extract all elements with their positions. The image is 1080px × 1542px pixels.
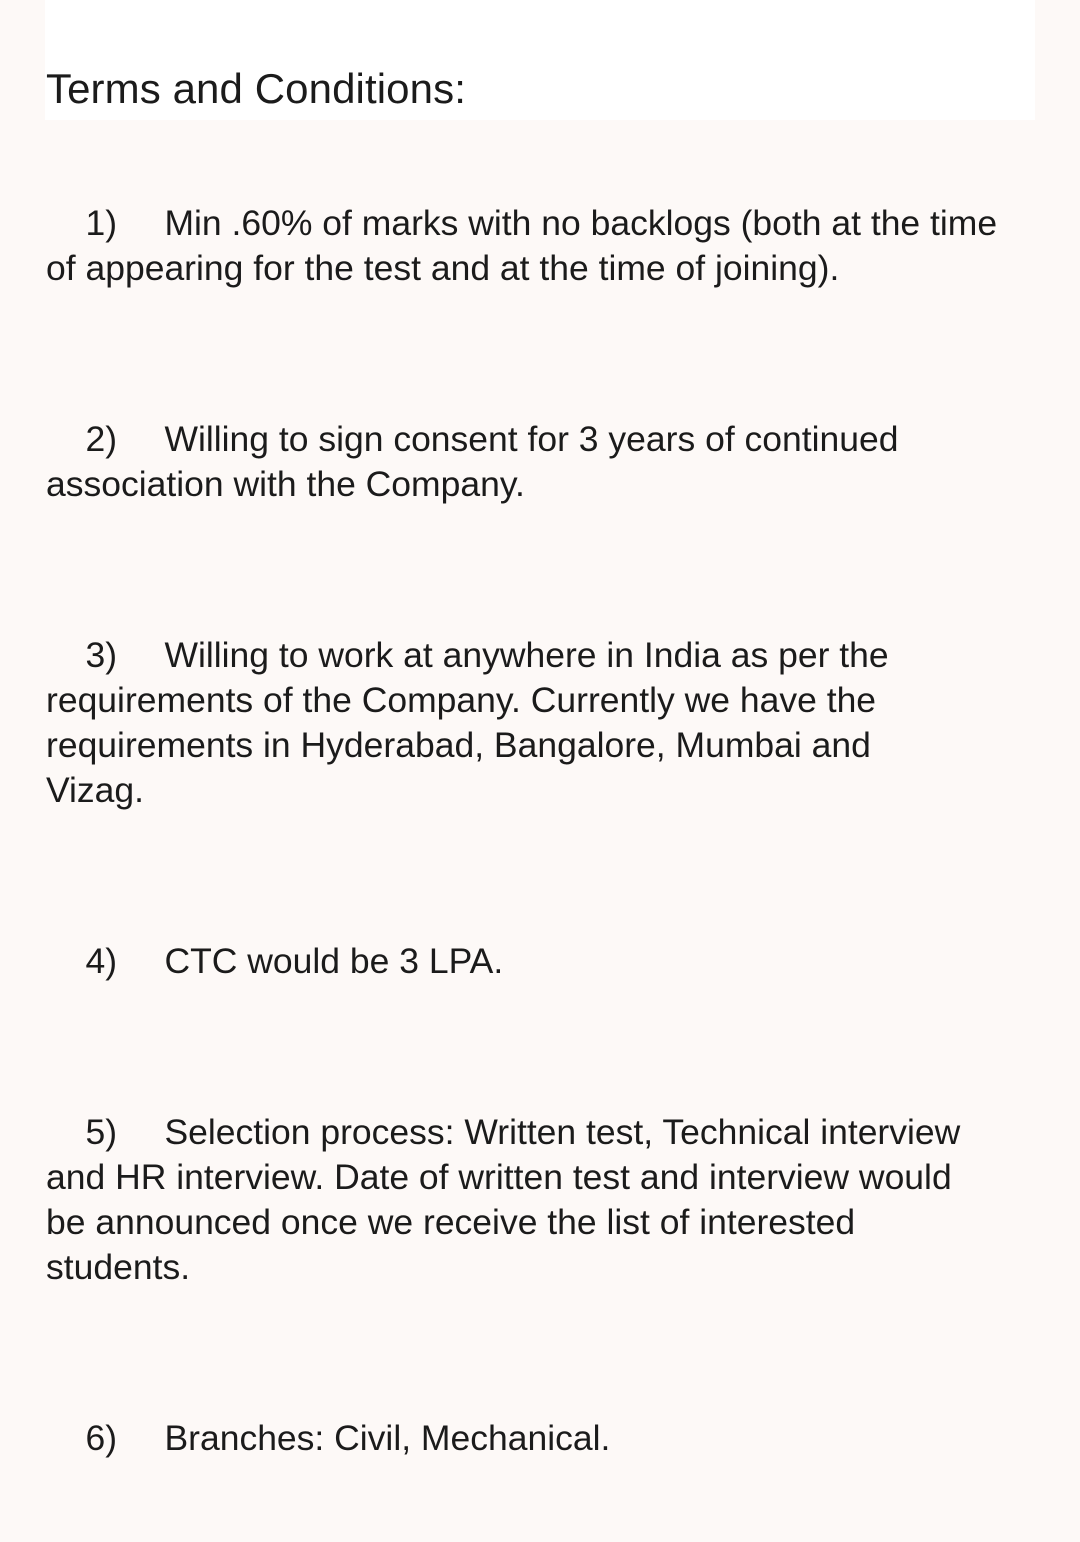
term-line: requirements in Hyderabad, Bangalore, Mumbai and xyxy=(46,725,871,765)
terms-list xyxy=(46,156,1046,1542)
term-line: Min .60% of marks with no backlogs (both at the time xyxy=(164,203,998,243)
term-number: 2) xyxy=(85,419,118,459)
term-item-5 xyxy=(46,1065,1046,1335)
term-line: students. xyxy=(46,1247,191,1287)
term-line: association with the Company. xyxy=(46,464,525,504)
term-number: 4) xyxy=(85,941,118,981)
term-number: 6) xyxy=(85,1418,118,1458)
term-line: CTC would be 3 LPA. xyxy=(164,941,504,981)
term-line: Willing to sign consent for 3 years of continued xyxy=(164,419,899,459)
term-line: be announced once we receive the list of interested xyxy=(46,1202,856,1242)
term-line: Branches: Civil, Mechanical. xyxy=(164,1418,611,1458)
term-number: 5) xyxy=(85,1112,118,1152)
term-number: 1) xyxy=(85,203,118,243)
term-item-4 xyxy=(46,894,1046,1029)
term-item-2 xyxy=(46,372,1046,552)
term-number: 3) xyxy=(85,635,118,675)
term-line: and HR interview. Date of written test and interview would xyxy=(46,1157,952,1197)
page-title: Terms and Conditions: xyxy=(46,65,466,112)
term-line: Willing to work at anywhere in India as per the xyxy=(164,635,889,675)
term-line: Selection process: Written test, Technical interview xyxy=(164,1112,961,1152)
term-line: of appearing for the test and at the time of joining). xyxy=(46,248,840,288)
term-item-1 xyxy=(46,156,1046,336)
term-line: requirements of the Company. Currently we have the xyxy=(46,680,877,720)
term-item-3 xyxy=(46,588,1046,858)
term-item-6 xyxy=(46,1371,1046,1506)
term-line: Vizag. xyxy=(46,770,145,810)
